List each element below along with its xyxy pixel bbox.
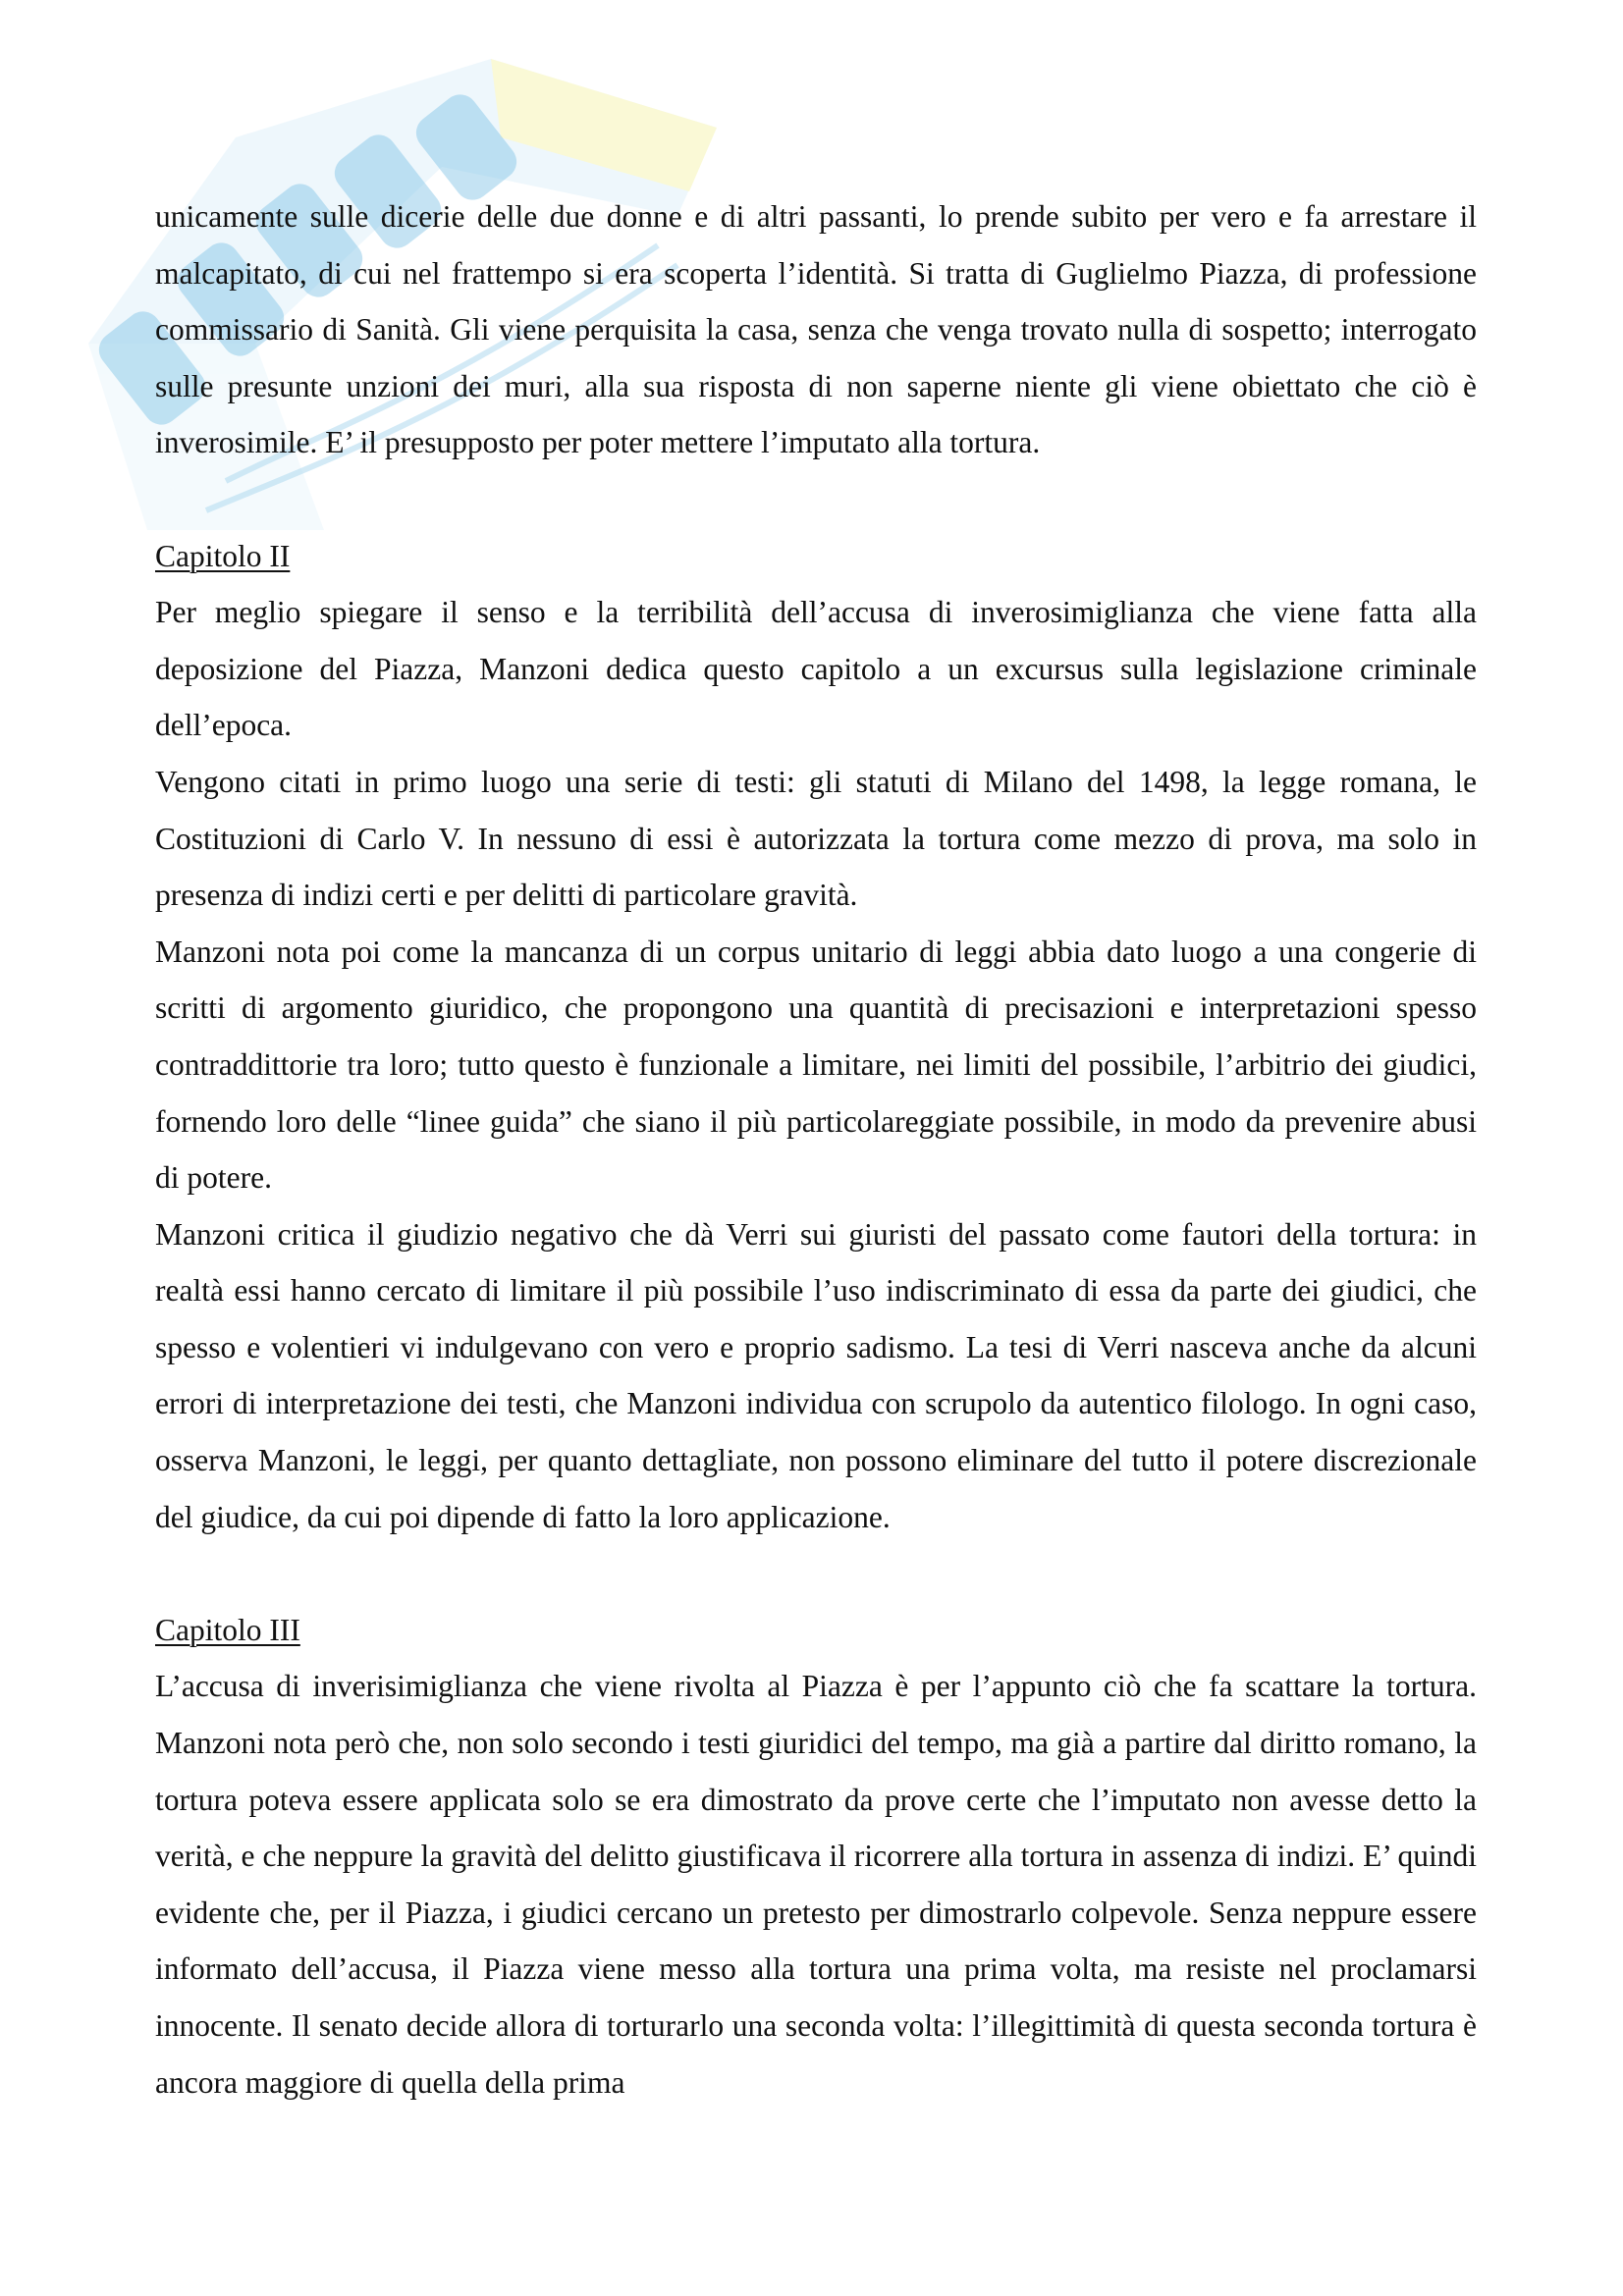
chapter-3-paragraph: L’accusa di inverisimiglianza che viene rivolta al Piazza è per l’appunto ciò che fa scattare la tortura. Manzoni nota però che, non solo secondo i testi giuridici del tempo, ma già a partire dal diritto romano, la tortura poteva essere applicata solo se era dimostrato da prove certe che l’imputato non avesse detto la verità, e che neppure la gravità del delitto giustificava il ricorrere alla tortura in assenza di indizi. E’ quindi evidente che, per il Piazza, i giudici cercano un pretesto per dimostrarlo colpevole. Senza neppure essere informato dell’accusa, il Piazza viene messo alla tortura una prima volta, ma resiste nel proclamarsi innocente. Il senato decide allora di torturarlo una seconda volta: l’illegittimità di questa seconda tortura è ancora maggiore di quella della prima — [155, 1669, 1477, 2100]
document-body — [155, 188, 1477, 2110]
chapter-2-paragraph: Manzoni nota poi come la mancanza di un corpus unitario di leggi abbia dato luogo a una congerie di scritti di argomento giuridico, che propongono una quantità di precisazioni e interpretazioni spesso contraddittorie tra loro; tutto questo è funzionale a limitare, nei limiti del possibile, l’arbitrio dei giudici, fornendo loro delle “linee guida” che siano il più particolareggiate possibile, in modo da prevenire abusi di potere. — [155, 934, 1477, 1196]
chapter-2-paragraph: Vengono citati in primo luogo una serie di testi: gli statuti di Milano del 1498, la legge romana, le Costituzioni di Carlo V. In nessuno di essi è autorizzata la tortura come mezzo di prova, ma solo in presenza di indizi certi e per delitti di particolare gravità. — [155, 764, 1477, 913]
section-spacer — [155, 471, 1477, 528]
chapter-2-heading: Capitolo II — [155, 538, 291, 573]
chapter-2-paragraph: Per meglio spiegare il senso e la terribilità dell’accusa di inverosimiglianza che viene fatta alla deposizione del Piazza, Manzoni dedica questo capitolo a un excursus sulla legislazione criminale dell’epoca. — [155, 595, 1477, 743]
chapter-3-heading: Capitolo III — [155, 1612, 300, 1647]
intro-paragraph: unicamente sulle dicerie delle due donne e di altri passanti, lo prende subito per vero e fa arrestare il malcapitato, di cui nel frattempo si era scoperta l’identità. Si tratta di Guglielmo Piazza, di professione commissario di Sanità. Gli viene perquisita la casa, senza che venga trovato nulla di sospetto; interrogato sulle presunte unzioni dei muri, alla sua risposta di non saperne niente gli viene obiettato che ciò è inverosimile. E’ il presupposto per poter mettere l’imputato alla tortura. — [155, 199, 1477, 460]
section-spacer — [155, 1545, 1477, 1602]
chapter-2-paragraph: Manzoni critica il giudizio negativo che dà Verri sui giuristi del passato come fautori della tortura: in realtà essi hanno cercato di limitare il più possibile l’uso indiscriminato di essa da parte dei giudici, che spesso e volentieri vi indulgevano con vero e proprio sadismo. La tesi di Verri nasceva anche da alcuni errori di interpretazione dei testi, che Manzoni individua con scrupolo da autentico filologo. In ogni caso, osserva Manzoni, le leggi, per quanto dettagliate, non possono eliminare del tutto il potere discrezionale del giudice, da cui poi dipende di fatto la loro applicazione. — [155, 1216, 1477, 1534]
